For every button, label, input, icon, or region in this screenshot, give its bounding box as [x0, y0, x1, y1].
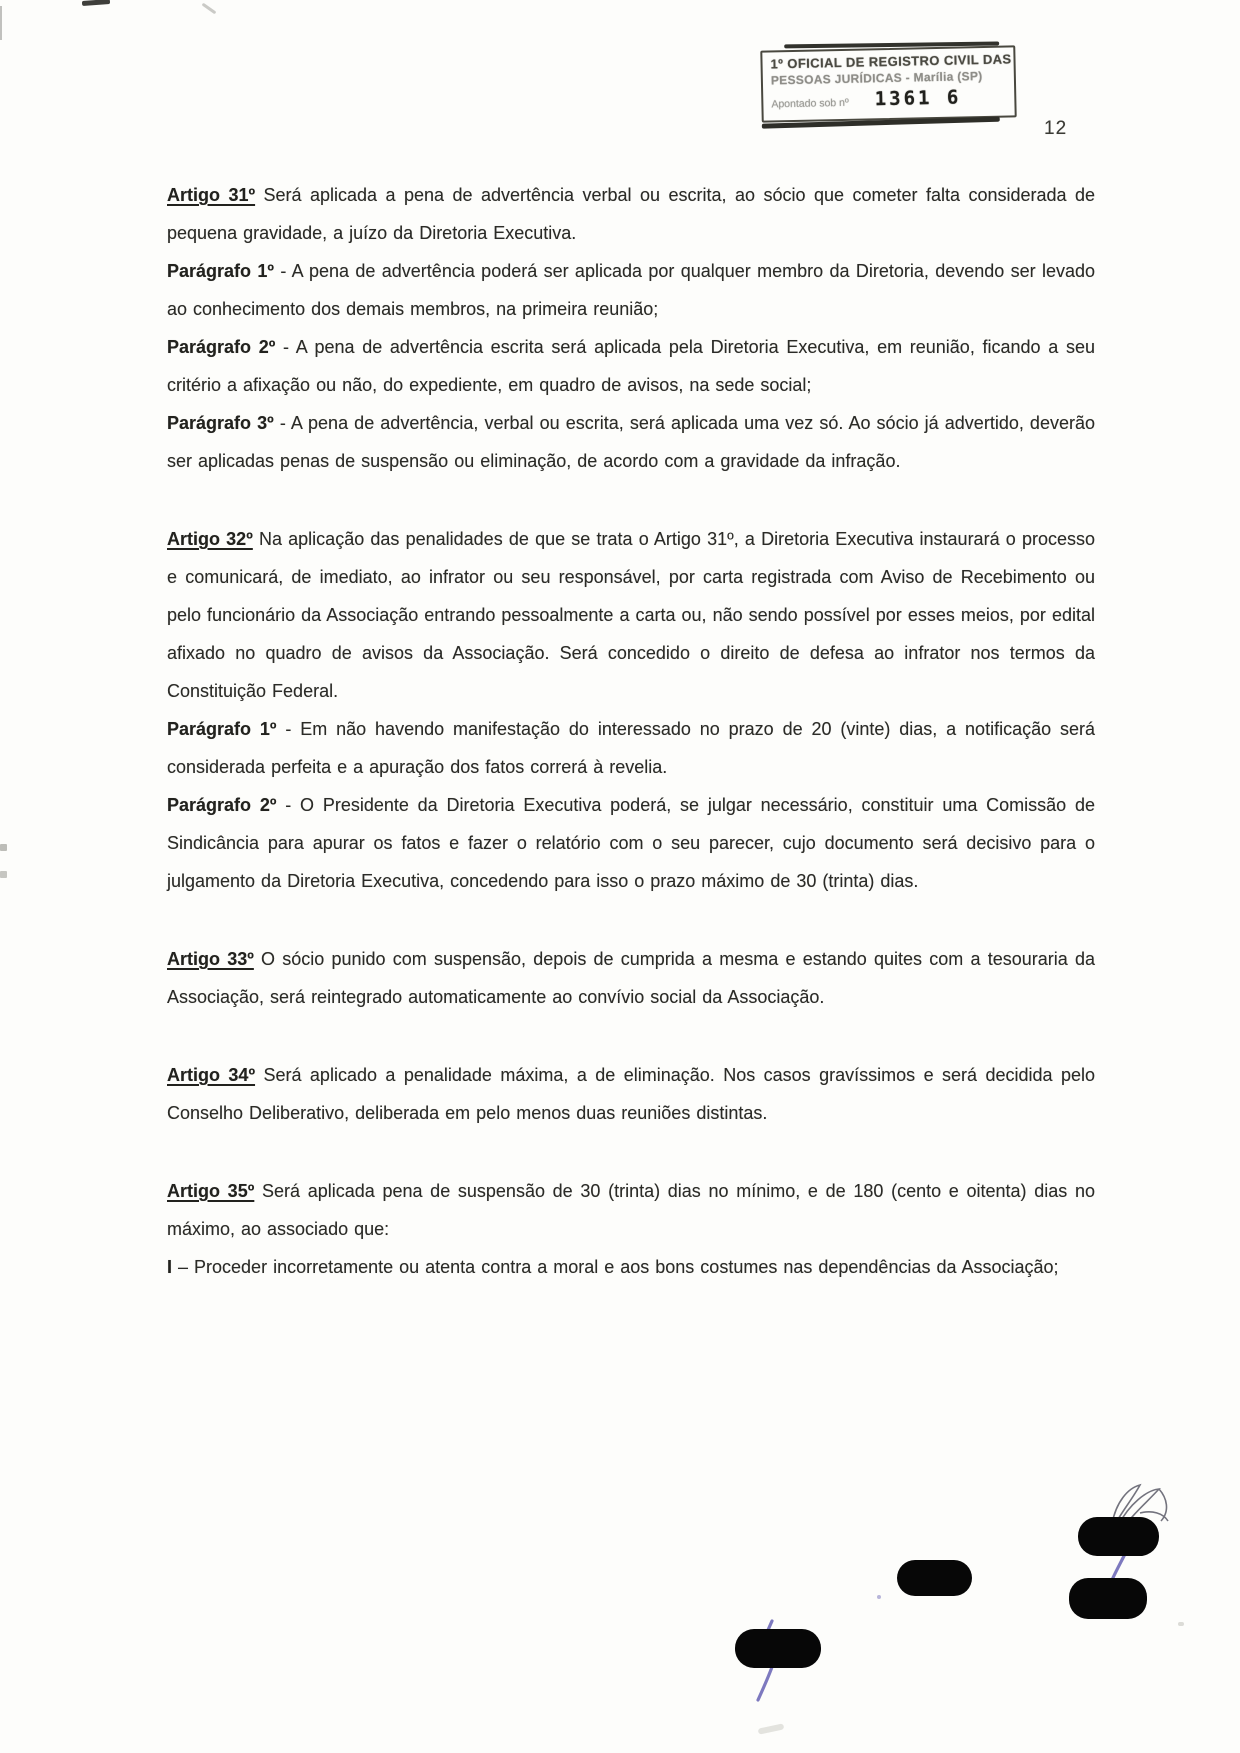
article-label: Artigo 32º [167, 529, 253, 549]
paragraph-art32-par2 [167, 786, 1095, 900]
page-number: 12 [1044, 118, 1068, 139]
stamp-line1: 1º OFICIAL DE REGISTRO CIVIL DAS [770, 51, 1012, 72]
stamp-registration-number: 1361 6 [874, 86, 962, 111]
paragraph-text: O sócio punido com suspensão, depois de cumprida a mesma e estando quites com a tesouraria da Associação, será reintegrado automaticamente ao convívio social da Associação. [167, 949, 1095, 1007]
paragraph-artigo-33 [167, 940, 1095, 1016]
scan-artifact-speck [1178, 1622, 1184, 1626]
paragraph-text: - Em não havendo manifestação do interessado no prazo de 20 (vinte) dias, a notificação será considerada perfeita e a apuração dos fatos correrá à revelia. [167, 719, 1095, 777]
paragraph-artigo-32 [167, 520, 1095, 710]
article-label: Artigo 31º [167, 185, 256, 205]
stamp-bottom-bar [762, 117, 1000, 129]
paragraph-art32-par1 [167, 710, 1095, 786]
redaction-mark [1078, 1517, 1159, 1556]
paragraph-text: - A pena de advertência escrita será aplicada pela Diretoria Executiva, em reunião, ficando a seu critério a afixação ou não, do expediente, em quadro de avisos, na sede social; [167, 337, 1096, 395]
redaction-mark [1069, 1578, 1147, 1619]
paragraph-text: - A pena de advertência poderá ser aplicada por qualquer membro da Diretoria, devendo ser levado ao conhecimento dos demais membros, na primeira reunião; [167, 261, 1095, 319]
paragraph-text: Na aplicação das penalidades de que se trata o Artigo 31º, a Diretoria Executiva instaurará o processo e comunicará, de imediato, ao infrator ou seu responsável, por carta registrada com Aviso de Recebimento ou pelo funcionário da Associação entrando pessoalmente a carta ou, não sendo possível por esses meios, por edital afixado no quadro de avisos da Associação. Será concedido o direito de defesa ao infrator nos termos da Constituição Federal. [167, 529, 1095, 701]
paragraph-text: Será aplicada a pena de advertência verbal ou escrita, ao sócio que cometer falta considerada de pequena gravidade, a juízo da Diretoria Executiva. [167, 185, 1095, 243]
paragraph-artigo-31 [167, 176, 1095, 252]
paragraph-artigo-34 [167, 1056, 1095, 1132]
paragraph-label: Parágrafo 1º [167, 719, 277, 739]
stamp-line3 [771, 86, 1006, 113]
paragraph-label: Parágrafo 2º [167, 795, 277, 815]
paragraph-art31-par1 [167, 252, 1095, 328]
article-label: Artigo 33º [167, 949, 254, 969]
redaction-mark [897, 1560, 972, 1596]
stamp-top-bar [784, 41, 999, 48]
scan-artifact-dash [82, 0, 110, 6]
scan-artifact-edge-line [0, 6, 2, 40]
paragraph-text: Será aplicado a penalidade máxima, a de eliminação. Nos casos gravíssimos e será decidida pelo Conselho Deliberativo, deliberada em pelo menos duas reuniões distintas. [167, 1065, 1095, 1123]
scan-artifact-smudge [758, 1723, 785, 1734]
scan-artifact-diagonal [202, 3, 217, 15]
paragraph-text: – Proceder incorretamente ou atenta contra a moral e aos bons costumes nas dependências da Associação; [172, 1257, 1059, 1277]
redaction-mark [735, 1629, 821, 1668]
pen-ink-speck [877, 1595, 881, 1599]
stamp-line2: PESSOAS JURÍDICAS - Marília (SP) [770, 69, 983, 88]
paragraph-artigo-35 [167, 1172, 1095, 1248]
paragraph-text: Será aplicada pena de suspensão de 30 (trinta) dias no mínimo, e de 180 (cento e oitenta) dias no máximo, ao associado que: [167, 1181, 1095, 1239]
item-label: I [167, 1257, 173, 1277]
registry-stamp [760, 45, 1016, 122]
paragraph-label: Parágrafo 2º [167, 337, 276, 357]
paragraph-art35-item-1 [167, 1248, 1095, 1286]
stamp-annotation-label: Apontado sob nº [771, 96, 849, 111]
scan-artifact-left-mark [0, 871, 7, 878]
paragraph-label: Parágrafo 1º [167, 261, 274, 281]
paragraph-label: Parágrafo 3º [167, 413, 274, 433]
scan-artifact-left-mark [0, 844, 7, 851]
paragraph-art31-par2 [167, 328, 1095, 404]
paragraph-text: - A pena de advertência, verbal ou escrita, será aplicada uma vez só. Ao sócio já advertido, deverão ser aplicadas penas de suspensão ou eliminação, de acordo com a gravidade da infração. [167, 413, 1095, 471]
paragraph-text: - O Presidente da Diretoria Executiva poderá, se julgar necessário, constituir uma Comissão de Sindicância para apurar os fatos e fazer o relatório com o seu parecer, cujo documento será decisivo para o julgamento da Diretoria Executiva, concedendo para isso o prazo máximo de 30 (trinta) dias. [167, 795, 1095, 891]
paragraph-art31-par3 [167, 404, 1095, 480]
article-label: Artigo 34º [167, 1065, 256, 1085]
article-label: Artigo 35º [167, 1181, 255, 1201]
document-body [167, 176, 1095, 1286]
